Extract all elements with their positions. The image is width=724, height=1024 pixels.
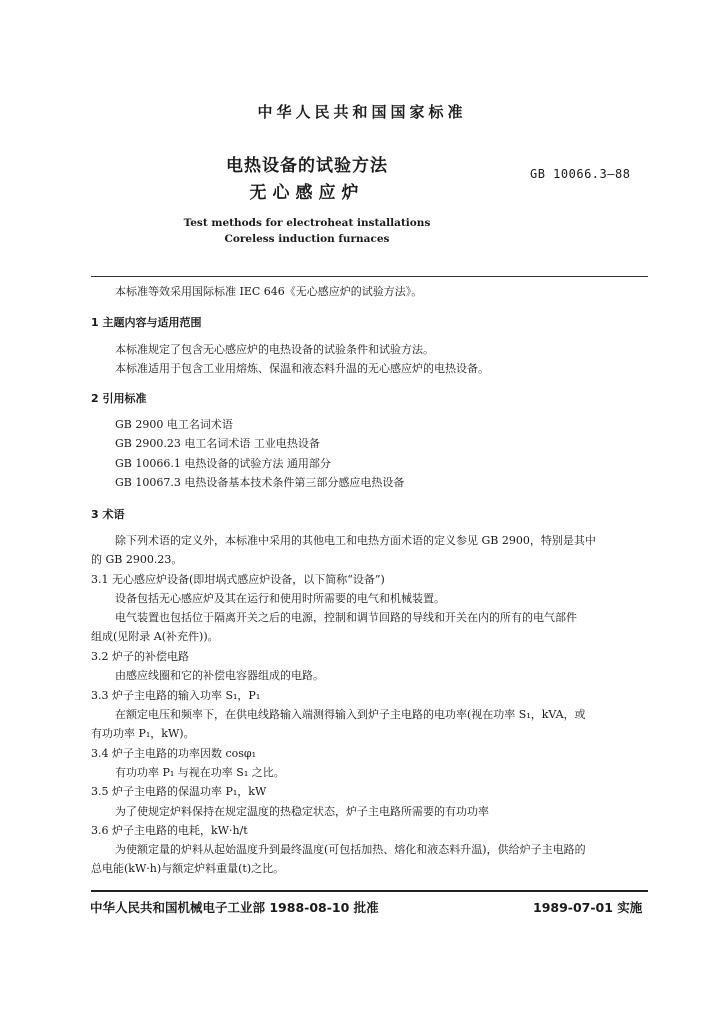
term-3-6-para-line-2: 总电能(kW·h)与额定炉料重量(t)之比。 xyxy=(91,862,285,875)
implementation-date: 1989-07-01 实施 xyxy=(533,900,643,915)
reference-item: GB 10066.1 电热设备的试验方法 通用部分 xyxy=(115,457,331,470)
term-3-2-heading: 3.2 炉子的补偿电路 xyxy=(91,650,189,663)
term-3-4-heading: 3.4 炉子主电路的功率因数 cosφ₁ xyxy=(91,747,257,760)
term-3-4-para: 有功功率 P₁ 与视在功率 S₁ 之比。 xyxy=(115,766,285,779)
term-3-6-para-line-1: 为使额定量的炉料从起始温度升到最终温度(可包括加热、熔化和液态料升温)，供给炉子主电路的 xyxy=(115,843,586,856)
section-3-heading: 3 术语 xyxy=(91,508,125,521)
section-1-heading: 1 主题内容与适用范围 xyxy=(91,316,202,329)
term-3-1-para-2-line-2: 组成(见附录 A(补充件))。 xyxy=(91,630,219,643)
national-standard-header: 中华人民共和国国家标准 xyxy=(257,103,467,121)
header-divider xyxy=(91,276,648,277)
term-3-3-para-line-1: 在额定电压和频率下，在供电线路输入端测得输入到炉子主电路的电功率(视在功率 S₁，kVA，或 xyxy=(115,708,586,721)
term-3-1-para-1: 设备包括无心感应炉及其在运行和使用时所需要的电气和机械装置。 xyxy=(115,592,445,605)
reference-item: GB 2900.23 电工名词术语 工业电热设备 xyxy=(115,437,320,450)
section-1-para-2: 本标准适用于包含工业用熔炼、保温和液态料升温的无心感应炉的电热设备。 xyxy=(115,362,489,375)
term-3-2-para: 由感应线圈和它的补偿电容器组成的电路。 xyxy=(115,669,324,682)
section-1-para-1: 本标准规定了包含无心感应炉的电热设备的试验条件和试验方法。 xyxy=(115,343,434,356)
term-3-1-heading: 3.1 无心感应炉设备(即坩埚式感应炉设备，以下简称“设备”) xyxy=(91,573,385,586)
term-3-6-heading: 3.6 炉子主电路的电耗，kW·h/t xyxy=(91,824,248,837)
title-en-main: Test methods for electroheat installations xyxy=(183,217,431,229)
section-2-heading: 2 引用标准 xyxy=(91,392,147,405)
term-3-3-heading: 3.3 炉子主电路的输入功率 S₁，P₁ xyxy=(91,689,261,702)
term-3-5-para: 为了使规定炉料保持在规定温度的热稳定状态，炉子主电路所需要的有功功率 xyxy=(115,805,489,818)
title-cn-sub: 无心感应炉 xyxy=(249,183,365,203)
term-3-3-para-line-2: 有功功率 P₁，kW)。 xyxy=(91,727,195,740)
section-3-intro-line-2: 的 GB 2900.23。 xyxy=(91,553,183,566)
term-3-5-heading: 3.5 炉子主电路的保温功率 P₁，kW xyxy=(91,785,267,798)
equivalence-note: 本标准等效采用国际标准 IEC 646《无心感应炉的试验方法》。 xyxy=(115,285,423,298)
reference-item: GB 2900 电工名词术语 xyxy=(115,418,233,431)
title-en-sub: Coreless induction furnaces xyxy=(224,233,390,245)
standard-number: GB 10066.3—88 xyxy=(530,167,631,181)
term-3-1-para-2-line-1: 电气装置也包括位于隔离开关之后的电源，控制和调节回路的导线和开关在内的所有的电气部件 xyxy=(115,611,577,624)
title-cn-main: 电热设备的试验方法 xyxy=(226,156,388,176)
footer-divider xyxy=(91,890,648,892)
reference-item: GB 10067.3 电热设备基本技术条件第三部分感应电热设备 xyxy=(115,476,405,489)
approval-date: 中华人民共和国机械电子工业部 1988-08-10 批准 xyxy=(90,900,379,915)
section-3-intro-line-1: 除下列术语的定义外，本标准中采用的其他电工和电热方面术语的定义参见 GB 2900，特别是其中 xyxy=(115,534,596,547)
